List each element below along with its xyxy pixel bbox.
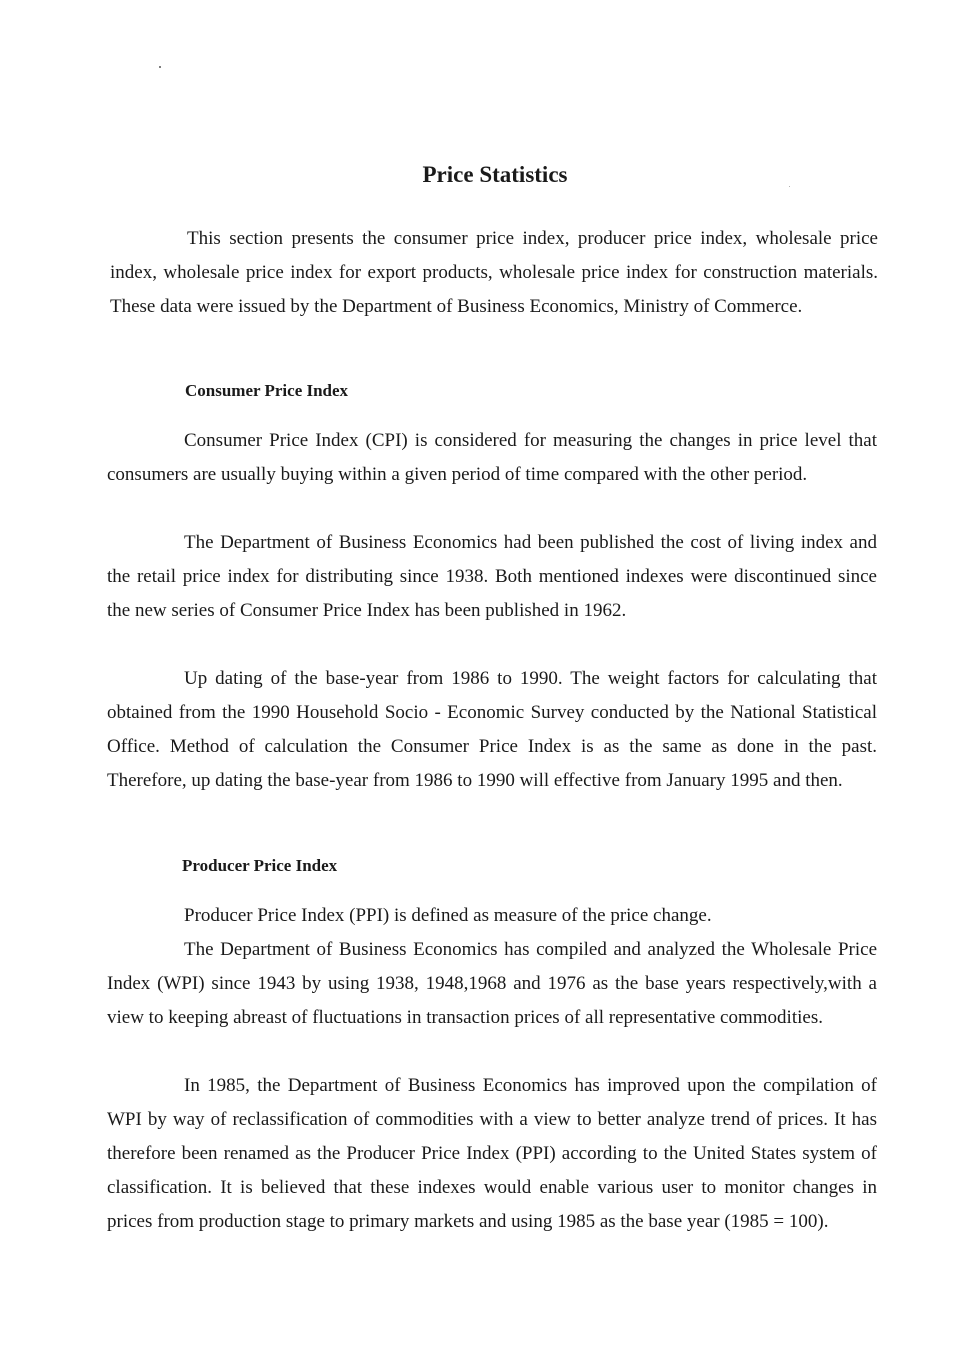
cpi-paragraph-history: The Department of Business Economics had been published the cost of living index and the retail price index for distributing since 1938. Both mentioned indexes were discontinued since the new series of Consumer Price Index has been published in 1962. <box>107 532 877 621</box>
cpi-paragraph-base-year: Up dating of the base-year from 1986 to 1990. The weight factors for calculating that obtained from the 1990 Household Socio - Economic Survey conducted by the National Statistical Office. Method of calculation the Consumer Price Index is as the same as done in the past. Therefore, up dating the base-year from 1986 to 1990 will effective from January 1995 and then. <box>107 668 877 791</box>
intro-paragraph: This section presents the consumer price index, producer price index, wholesale price index, wholesale price index for export products, wholesale price index for construction materials. These data were issued by the Department of Business Economics, Ministry of Commerce. <box>110 228 878 317</box>
ppi-paragraph-wpi-history: The Department of Business Economics has compiled and analyzed the Wholesale Price Index (WPI) since 1943 by using 1938, 1948,1968 and 1976 as the base years respectively,with a view to keeping abreast of fluctuations in transaction prices of all representative commodities. <box>107 939 877 1028</box>
ppi-paragraph-reclassification: In 1985, the Department of Business Economics has improved upon the compilation of WPI by way of reclassification of commodities with a view to better analyze trend of prices. It has therefore been renamed as the Producer Price Index (PPI) according to the United States system of classification. It is believed that these indexes would enable various user to monitor changes in prices from production stage to primary markets and using 1985 as the base year (1985 = 100). <box>107 1075 877 1232</box>
scan-speck <box>159 66 161 68</box>
ppi-paragraph-definition: Producer Price Index (PPI) is defined as measure of the price change. <box>184 905 712 926</box>
cpi-paragraph-definition: Consumer Price Index (CPI) is considered for measuring the changes in price level that consumers are usually buying within a given period of time compared with the other period. <box>107 430 877 485</box>
page-title: Price Statistics <box>422 162 568 187</box>
section-heading-ppi: Producer Price Index <box>182 856 338 875</box>
section-heading-cpi: Consumer Price Index <box>185 381 349 400</box>
